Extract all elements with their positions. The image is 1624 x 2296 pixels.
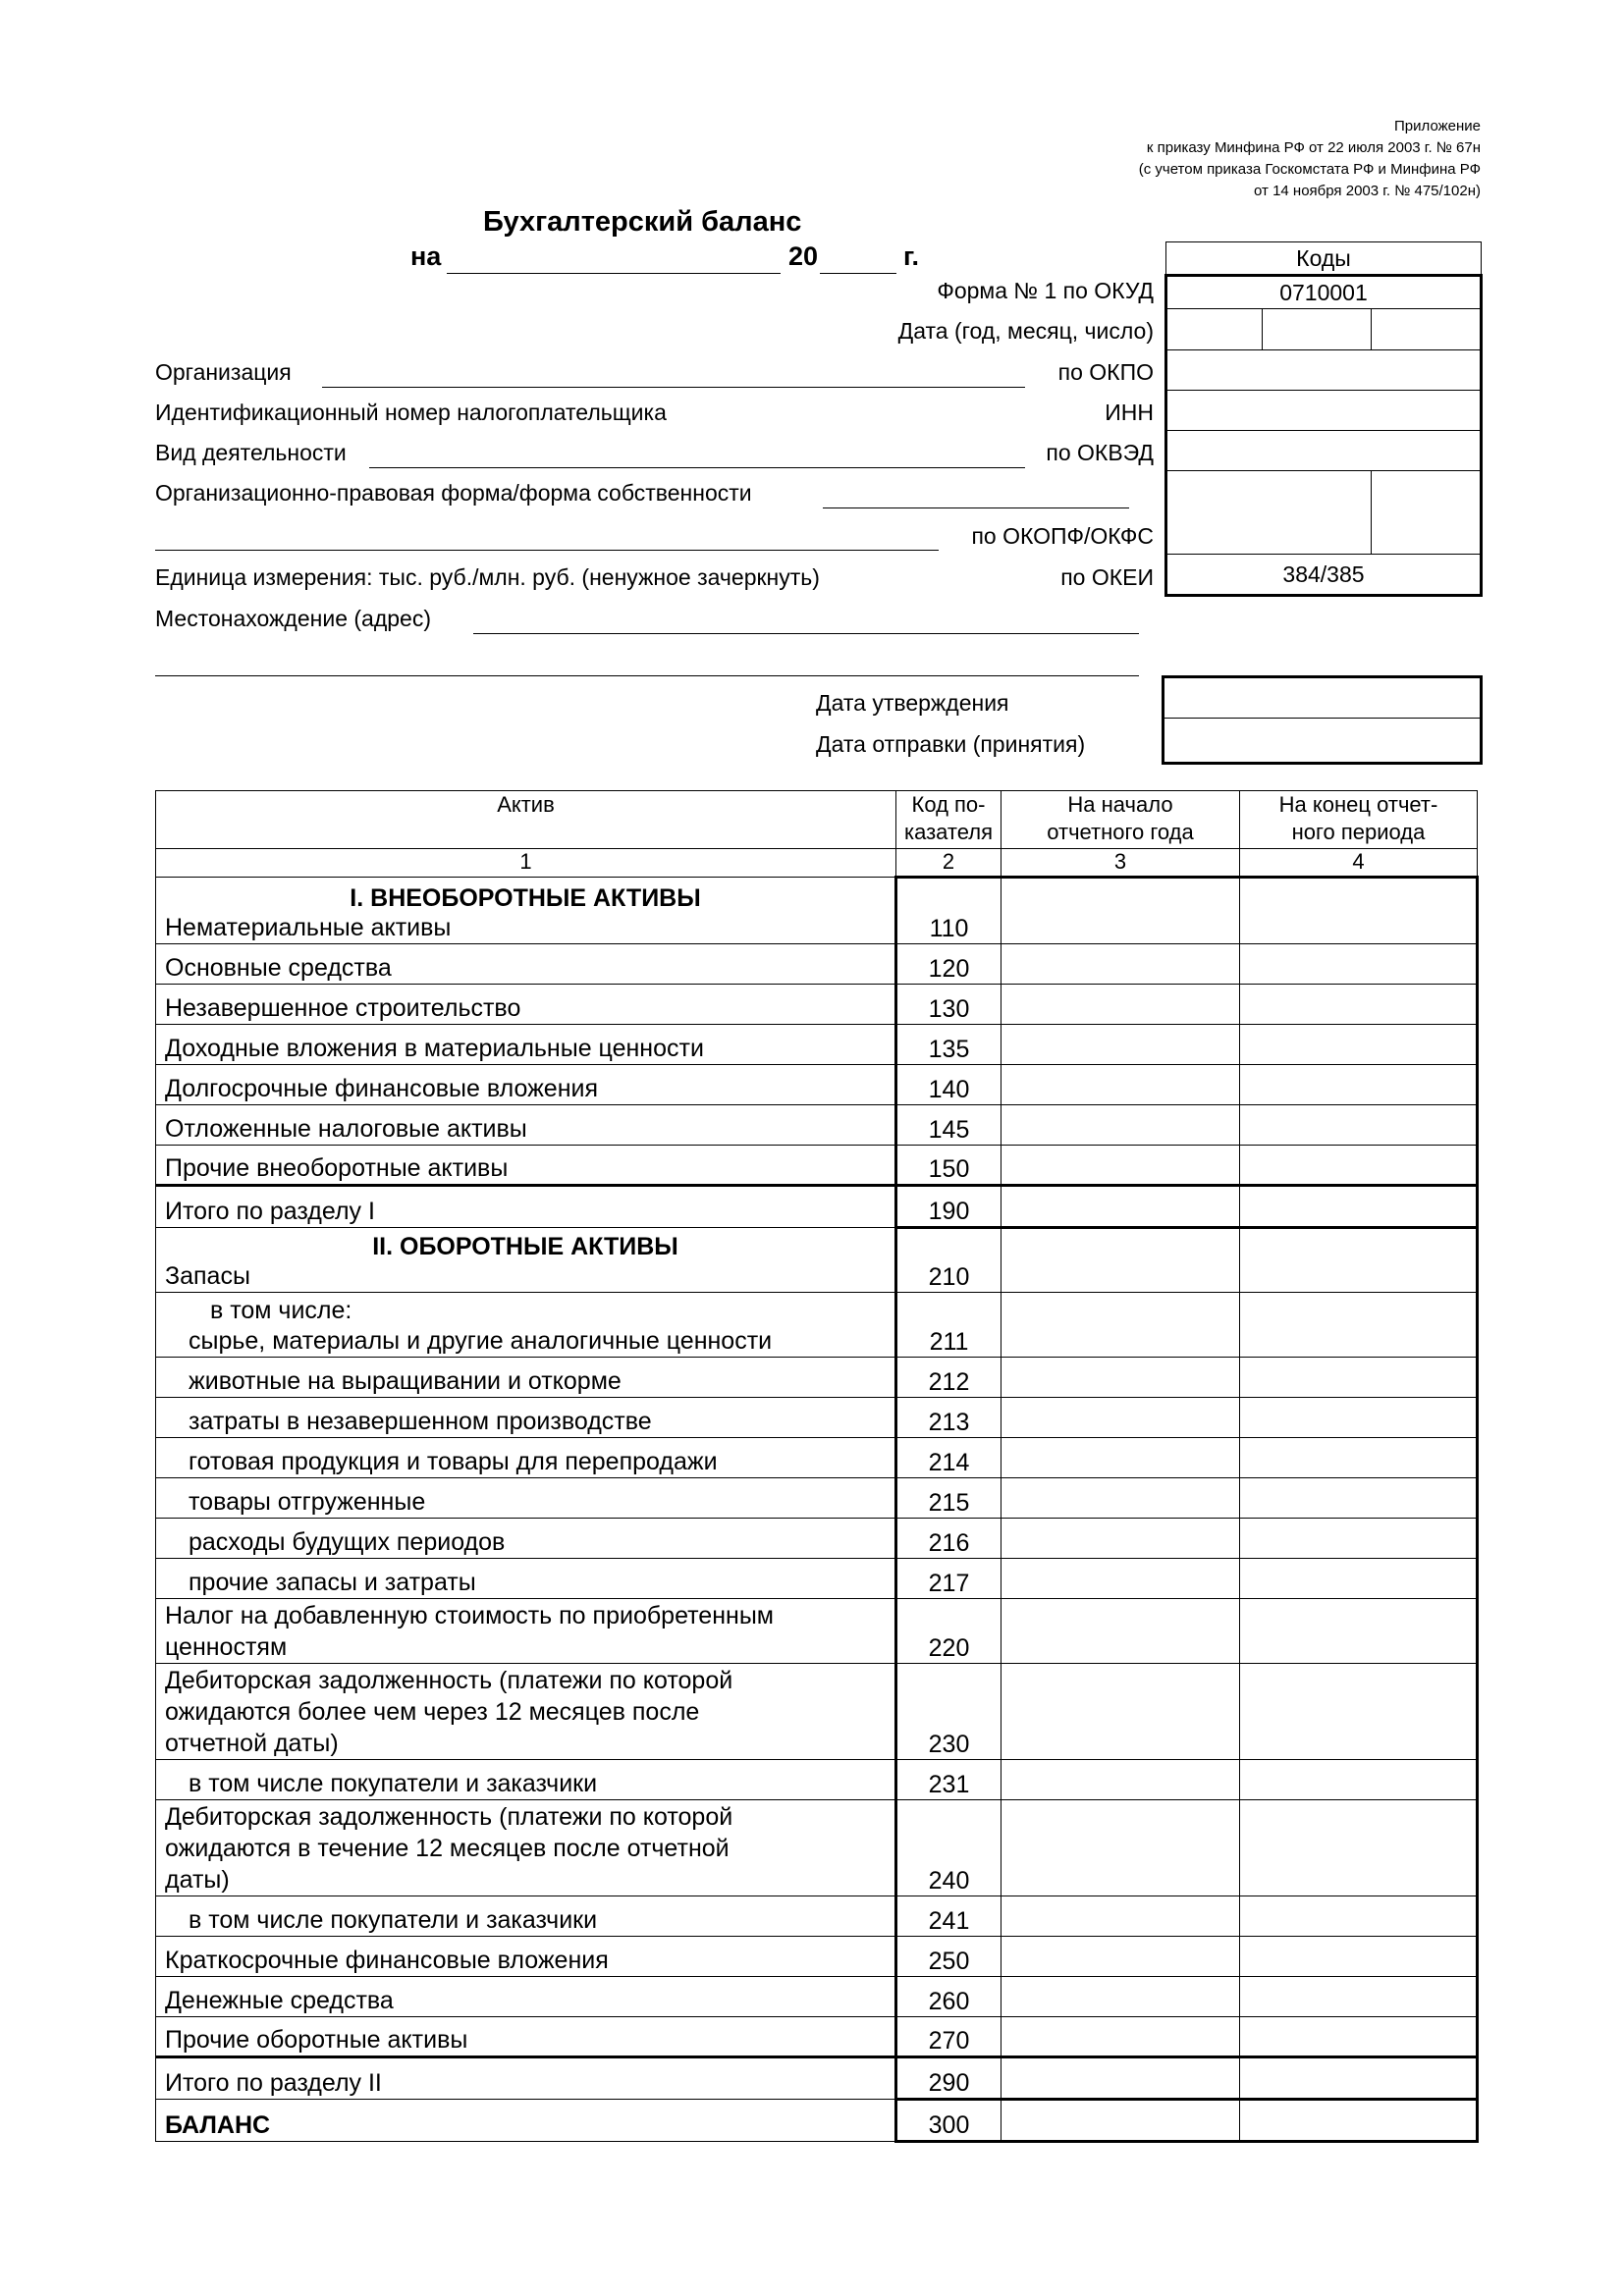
col-number: 2	[896, 849, 1001, 878]
activity-field[interactable]	[369, 467, 1025, 468]
row-name: Прочие внеоборотные активы	[156, 1146, 896, 1186]
date-label: Дата (год, месяц, число)	[897, 318, 1154, 344]
year-blank[interactable]	[820, 273, 896, 274]
table-row-label	[156, 878, 896, 944]
value-start[interactable]	[1001, 1599, 1240, 1664]
value-end[interactable]	[1240, 1398, 1478, 1438]
row-name: Основные средства	[156, 944, 896, 985]
okei-label: по ОКЕИ	[1060, 564, 1154, 590]
address-label: Местонахождение (адрес)	[155, 606, 431, 631]
codes-table	[1164, 241, 1483, 597]
okfs-cell[interactable]	[1372, 471, 1482, 555]
value-start[interactable]	[1001, 1065, 1240, 1105]
col-header-code-line: казателя	[903, 820, 994, 844]
row-name: Нематериальные активы	[165, 914, 452, 941]
row-code: 214	[896, 1438, 1001, 1478]
value-end[interactable]	[1240, 1293, 1478, 1358]
row-code: 216	[896, 1519, 1001, 1559]
row-code: 211	[896, 1293, 1001, 1358]
inn-full-label: Идентификационный номер налогоплательщика	[155, 400, 667, 425]
value-start[interactable]	[1001, 1105, 1240, 1146]
value-end[interactable]	[1240, 1146, 1478, 1186]
okopf-label: по ОКОПФ/ОКФС	[971, 523, 1154, 549]
col-header-code-line: Код по-	[911, 792, 986, 817]
okved-label: по ОКВЭД	[1046, 440, 1154, 465]
col-header-end-line: На конец отчет-	[1278, 792, 1438, 817]
value-end[interactable]	[1240, 1358, 1478, 1398]
okud-label: Форма № 1 по ОКУД	[937, 278, 1154, 303]
appendix-line: к приказу Минфина РФ от 22 июля 2003 г. № 67н	[1146, 139, 1481, 156]
row-code: 110	[896, 878, 1001, 944]
section-title: II. ОБОРОТНЫЕ АКТИВЫ	[372, 1233, 678, 1260]
appendix-line: Приложение	[1394, 118, 1481, 134]
table-row-label	[156, 1800, 896, 1896]
value-end[interactable]	[1240, 1478, 1478, 1519]
unit-label: Единица измерения: тыс. руб./млн. руб. (ненужное зачеркнуть)	[155, 564, 820, 590]
row-name: Незавершенное строительство	[156, 985, 896, 1025]
value-start[interactable]	[1001, 878, 1240, 944]
date-year: 20	[788, 241, 819, 271]
approval-date-label: Дата утверждения	[816, 690, 1009, 716]
approval-box	[1162, 675, 1483, 765]
value-end[interactable]	[1240, 1186, 1478, 1228]
row-code: 250	[896, 1937, 1001, 1977]
row-name: ценностям	[165, 1633, 288, 1661]
row-code: 135	[896, 1025, 1001, 1065]
row-code: 212	[896, 1358, 1001, 1398]
okopf-cell[interactable]	[1166, 471, 1372, 555]
okpo-cell[interactable]	[1166, 350, 1482, 391]
row-code: 120	[896, 944, 1001, 985]
value-start[interactable]	[1001, 1519, 1240, 1559]
value-start[interactable]	[1001, 1977, 1240, 2017]
row-code: 220	[896, 1599, 1001, 1664]
row-name: Доходные вложения в материальные ценности	[156, 1025, 896, 1065]
appendix-line: от 14 ноября 2003 г. № 475/102н)	[1254, 183, 1481, 199]
value-start[interactable]	[1001, 1478, 1240, 1519]
page-title: Бухгалтерский баланс	[483, 206, 802, 238]
table-row-label	[156, 1293, 896, 1358]
date-month-cell[interactable]	[1263, 309, 1372, 350]
value-end[interactable]	[1240, 1937, 1478, 1977]
value-start[interactable]	[1001, 1186, 1240, 1228]
row-code: 230	[896, 1664, 1001, 1760]
value-end[interactable]	[1240, 1438, 1478, 1478]
date-suffix: г.	[903, 241, 920, 271]
col-header-asset: Актив	[156, 791, 896, 849]
row-name: в том числе покупатели и заказчики	[156, 1760, 896, 1800]
legal-form-label: Организационно-правовая форма/форма собственности	[155, 480, 752, 506]
address-field-2[interactable]	[155, 675, 1139, 676]
value-start[interactable]	[1001, 1293, 1240, 1358]
value-start[interactable]	[1001, 1398, 1240, 1438]
codes-header: Коды	[1166, 242, 1482, 276]
row-code: 231	[896, 1760, 1001, 1800]
row-name: животные на выращивании и откорме	[156, 1358, 896, 1398]
organization-field[interactable]	[322, 387, 1025, 388]
value-end[interactable]	[1240, 1599, 1478, 1664]
inn-cell[interactable]	[1166, 391, 1482, 431]
row-name: Денежные средства	[156, 1977, 896, 2017]
row-name: прочие запасы и затраты	[156, 1559, 896, 1599]
row-name: Дебиторская задолженность (платежи по которой	[165, 1667, 733, 1694]
date-day-cell[interactable]	[1372, 309, 1482, 350]
value-end[interactable]	[1240, 985, 1478, 1025]
value-end[interactable]	[1240, 1519, 1478, 1559]
row-name: Итого по разделу II	[156, 2057, 896, 2100]
row-name: сырье, материалы и другие аналогичные ценности	[189, 1327, 773, 1355]
value-start[interactable]	[1001, 1146, 1240, 1186]
row-name: в том числе покупатели и заказчики	[156, 1896, 896, 1937]
col-number: 4	[1240, 849, 1478, 878]
value-start[interactable]	[1001, 1896, 1240, 1937]
row-code: 210	[896, 1228, 1001, 1293]
value-end[interactable]	[1240, 1760, 1478, 1800]
organization-label: Организация	[155, 359, 292, 385]
row-name: ожидаются более чем через 12 месяцев после	[165, 1698, 700, 1726]
row-code: 140	[896, 1065, 1001, 1105]
value-end[interactable]	[1240, 1105, 1478, 1146]
row-code: 215	[896, 1478, 1001, 1519]
row-name: Долгосрочные финансовые вложения	[156, 1065, 896, 1105]
row-name: Краткосрочные финансовые вложения	[156, 1937, 896, 1977]
section-title: I. ВНЕОБОРОТНЫЕ АКТИВЫ	[350, 884, 701, 912]
row-name: даты)	[165, 1866, 230, 1894]
okud-value[interactable]: 0710001	[1166, 276, 1482, 309]
value-start[interactable]	[1001, 1025, 1240, 1065]
balance-table	[155, 790, 1479, 2143]
value-start[interactable]	[1001, 1228, 1240, 1293]
row-code: 290	[896, 2057, 1001, 2100]
value-end[interactable]	[1240, 1065, 1478, 1105]
row-name: БАЛАНС	[156, 2100, 896, 2142]
row-code: 241	[896, 1896, 1001, 1937]
value-start[interactable]	[1001, 2057, 1240, 2100]
value-end[interactable]	[1240, 2100, 1478, 2142]
value-start[interactable]	[1001, 1358, 1240, 1398]
row-name: готовая продукция и товары для перепродажи	[156, 1438, 896, 1478]
value-end[interactable]	[1240, 878, 1478, 944]
okei-value[interactable]: 384/385	[1166, 555, 1482, 596]
table-row-label	[156, 1228, 896, 1293]
col-header-start	[1001, 791, 1240, 849]
value-start[interactable]	[1001, 2017, 1240, 2057]
legal-form-field-2[interactable]	[155, 550, 939, 551]
value-start[interactable]	[1001, 1760, 1240, 1800]
value-start[interactable]	[1001, 1800, 1240, 1896]
row-name: Прочие оборотные активы	[156, 2017, 896, 2057]
value-start[interactable]	[1001, 2100, 1240, 2142]
row-name: Итого по разделу I	[156, 1186, 896, 1228]
inn-label: ИНН	[1105, 400, 1154, 425]
row-name: ожидаются в течение 12 месяцев после отчетной	[165, 1835, 730, 1862]
col-header-start-line: отчетного года	[1047, 820, 1194, 844]
col-header-end-line: ного периода	[1291, 820, 1426, 844]
row-name: товары отгруженные	[156, 1478, 896, 1519]
row-name: расходы будущих периодов	[156, 1519, 896, 1559]
row-code: 240	[896, 1800, 1001, 1896]
row-code: 270	[896, 2017, 1001, 2057]
col-header-start-line: На начало	[1067, 792, 1173, 817]
row-code: 190	[896, 1186, 1001, 1228]
value-end[interactable]	[1240, 1664, 1478, 1760]
value-end[interactable]	[1240, 944, 1478, 985]
col-number: 3	[1001, 849, 1240, 878]
table-row-label	[156, 1664, 896, 1760]
date-prefix: на	[410, 241, 442, 271]
value-end[interactable]	[1240, 1800, 1478, 1896]
table-row-label	[156, 1599, 896, 1664]
value-start[interactable]	[1001, 1664, 1240, 1760]
row-name: Налог на добавленную стоимость по приобретенным	[165, 1602, 774, 1629]
row-code: 150	[896, 1146, 1001, 1186]
value-end[interactable]	[1240, 1025, 1478, 1065]
value-start[interactable]	[1001, 1438, 1240, 1478]
row-name: Запасы	[165, 1262, 250, 1290]
value-start[interactable]	[1001, 944, 1240, 985]
okpo-label: по ОКПО	[1057, 359, 1154, 385]
row-name: отчетной даты)	[165, 1730, 339, 1757]
address-field[interactable]	[473, 633, 1139, 634]
legal-form-field[interactable]	[823, 507, 1129, 508]
col-header-end	[1240, 791, 1478, 849]
value-start[interactable]	[1001, 1937, 1240, 1977]
value-end[interactable]	[1240, 2017, 1478, 2057]
appendix-note	[1139, 116, 1481, 202]
value-end[interactable]	[1240, 1896, 1478, 1937]
row-name: в том числе:	[210, 1297, 352, 1324]
row-code: 130	[896, 985, 1001, 1025]
value-end[interactable]	[1240, 1977, 1478, 2017]
value-end[interactable]	[1240, 1559, 1478, 1599]
row-code: 145	[896, 1105, 1001, 1146]
row-code: 300	[896, 2100, 1001, 2142]
row-name: Дебиторская задолженность (платежи по которой	[165, 1803, 733, 1831]
col-header-code	[896, 791, 1001, 849]
col-number: 1	[156, 849, 896, 878]
row-code: 213	[896, 1398, 1001, 1438]
activity-label: Вид деятельности	[155, 440, 347, 465]
date-blank[interactable]	[447, 273, 781, 274]
value-end[interactable]	[1240, 1228, 1478, 1293]
row-code: 260	[896, 1977, 1001, 2017]
value-start[interactable]	[1001, 985, 1240, 1025]
value-start[interactable]	[1001, 1559, 1240, 1599]
row-name: затраты в незавершенном производстве	[156, 1398, 896, 1438]
sent-date-label: Дата отправки (принятия)	[816, 731, 1086, 757]
value-end[interactable]	[1240, 2057, 1478, 2100]
row-name: Отложенные налоговые активы	[156, 1105, 896, 1146]
okved-cell[interactable]	[1166, 431, 1482, 471]
row-code: 217	[896, 1559, 1001, 1599]
appendix-line: (с учетом приказа Госкомстата РФ и Минфина РФ	[1138, 161, 1481, 178]
date-year-cell[interactable]	[1166, 309, 1263, 350]
